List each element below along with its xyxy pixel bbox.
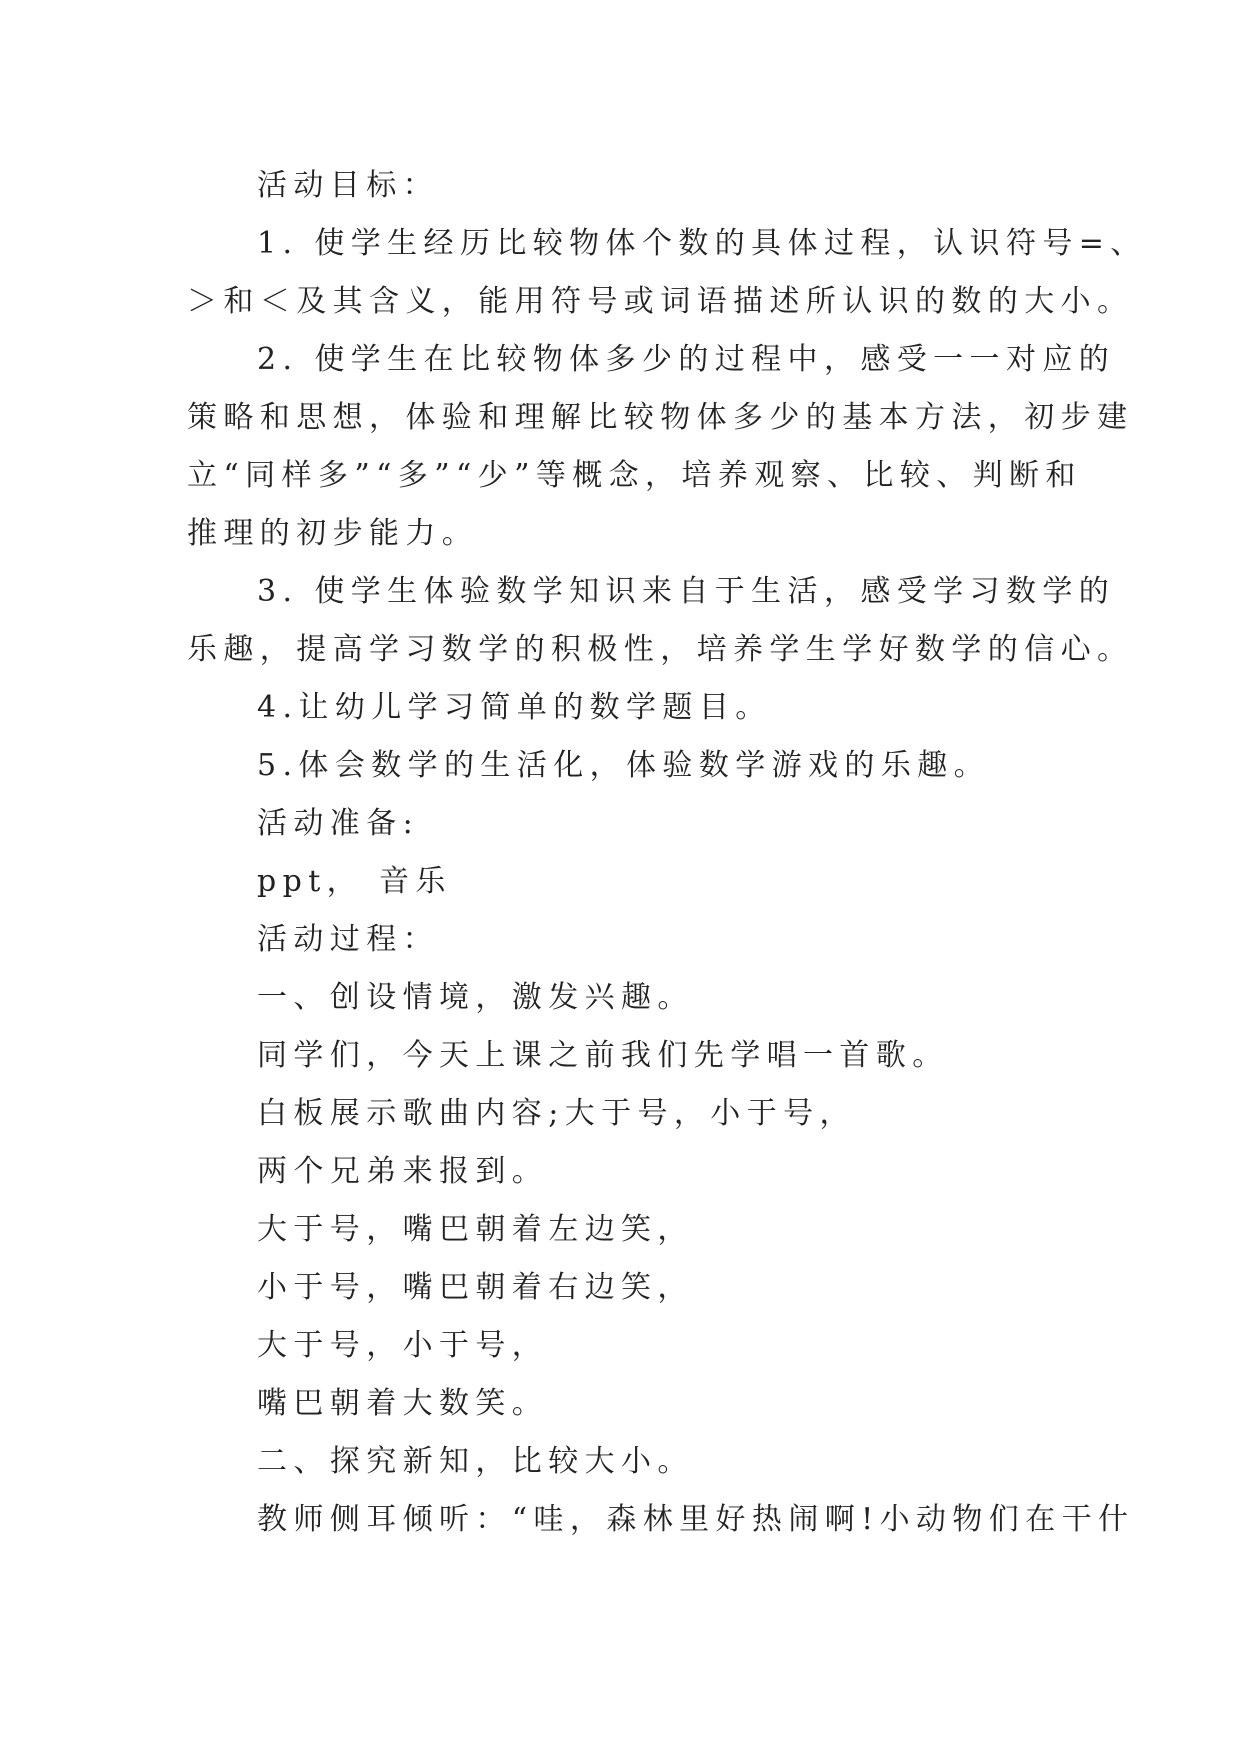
text-line: 同学们，今天上课之前我们先学唱一首歌。 [257,1038,949,1073]
text-line: 活动过程： [257,922,439,957]
text-line: 2. 使学生在比较物体多少的过程中，感受一一对应的 [257,342,1116,377]
text-line: 立“同样多”“多”“少”等概念，培养观察、比较、判断和 [187,458,1082,493]
text-line: 活动目标： [257,168,439,203]
text-line: 1. 使学生经历比较物体个数的具体过程，认识符号=、 [257,226,1147,261]
text-line: ppt， 音乐 [257,864,452,899]
text-line: 教师侧耳倾听：“哇，森林里好热闹啊!小动物们在干什 [257,1502,1135,1537]
text-line: 大于号，小于号， [257,1328,549,1363]
text-line: 3. 使学生体验数学知识来自于生活，感受学习数学的 [257,574,1116,609]
text-line: 二、探究新知，比较大小。 [257,1444,694,1479]
text-line: 白板展示歌曲内容;大于号，小于号， [257,1096,856,1131]
text-line: 两个兄弟来报到。 [257,1154,549,1189]
text-line: 嘴巴朝着大数笑。 [257,1386,549,1421]
text-line: 4.让幼儿学习简单的数学题目。 [257,690,772,725]
text-line: 策略和思想，体验和理解比较物体多少的基本方法，初步建 [187,400,1134,435]
text-line: 小于号，嘴巴朝着右边笑， [257,1270,694,1305]
text-line: 大于号，嘴巴朝着左边笑， [257,1212,694,1247]
text-line: 一、创设情境，激发兴趣。 [257,980,694,1015]
text-line: 5.体会数学的生活化，体验数学游戏的乐趣。 [257,748,991,783]
text-line: 推理的初步能力。 [187,516,479,551]
text-line: 乐趣，提高学习数学的积极性，培养学生学好数学的信心。 [187,632,1134,667]
text-line: ＞和＜及其含义，能用符号或词语描述所认识的数的大小。 [187,284,1134,319]
text-line: 活动准备: [257,806,420,841]
